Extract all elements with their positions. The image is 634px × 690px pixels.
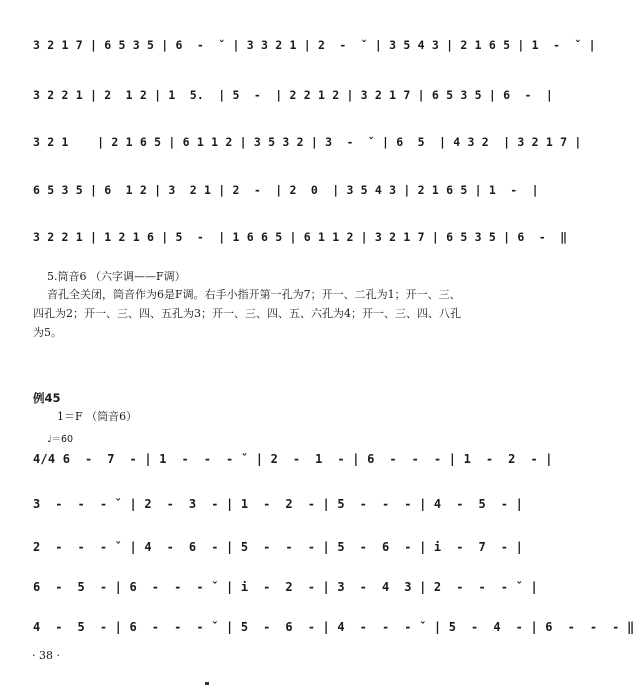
section-heading: 5.筒音6 （六字调——F调） [47, 270, 186, 283]
score-line-3: 3 2 1 | 2 1 6 5 | 6 1 1 2 | 3 5 3 2 | 3 - ˇ | 6 5 | 4 3 2 | 3 2 1 7 | [33, 135, 582, 149]
tempo-marking: ♩＝60 [47, 434, 74, 445]
example-line-4: 6 - 5 - | 6 - - - ˇ | i - 2 - | 3 - 4 3 | 2 - - - ˇ | [33, 580, 538, 594]
example-line-2: 3 - - - ˇ | 2 - 3 - | 1 - 2 - | 5 - - - | 4 - 5 - | [33, 497, 524, 511]
paragraph-1: 音孔全关闭，筒音作为6是F调。右手小指开第一孔为7；开一、二孔为1；开一、三、 [47, 288, 461, 301]
score-line-2: 3 2 2 1 | 2 1 2 | 1 5. | 5 - | 2 2 1 2 | 3 2 1 7 | 6 5 3 5 | 6 - | [33, 88, 554, 102]
example-title: 例45 [33, 391, 61, 405]
scan-mark [205, 682, 209, 685]
example-line-1: 4/4 6 - 7 - | 1 - - - ˇ | 2 - 1 - | 6 - - - | 1 - 2 - | [33, 452, 553, 466]
paragraph-2: 四孔为2；开一、三、四、五孔为3；开一、三、四、五、六孔为4；开一、三、四、八孔 [33, 307, 461, 320]
score-line-4: 6 5 3 5 | 6 1 2 | 3 2 1 | 2 - | 2 0 | 3 5 4 3 | 2 1 6 5 | 1 - | [33, 183, 539, 197]
example-line-5: 4 - 5 - | 6 - - - ˇ | 5 - 6 - | 4 - - - ˇ | 5 - 4 - | 6 - - - ‖ [33, 620, 634, 634]
key-signature: 1＝F （筒音6） [57, 410, 138, 423]
example-line-3: 2 - - - ˇ | 4 - 6 - | 5 - - - | 5 - 6 - | i - 7 - | [33, 540, 524, 554]
page-number: · 38 · [32, 649, 60, 662]
paragraph-3: 为5。 [33, 326, 62, 339]
score-line-1: 3 2 1 7 | 6 5 3 5 | 6 - ˇ | 3 3 2 1 | 2 - ˇ | 3 5 4 3 | 2 1 6 5 | 1 - ˇ | [33, 38, 596, 52]
score-line-5: 3 2 2 1 | 1 2 1 6 | 5 - | 1 6 6 5 | 6 1 1 2 | 3 2 1 7 | 6 5 3 5 | 6 - ‖ [33, 230, 568, 244]
